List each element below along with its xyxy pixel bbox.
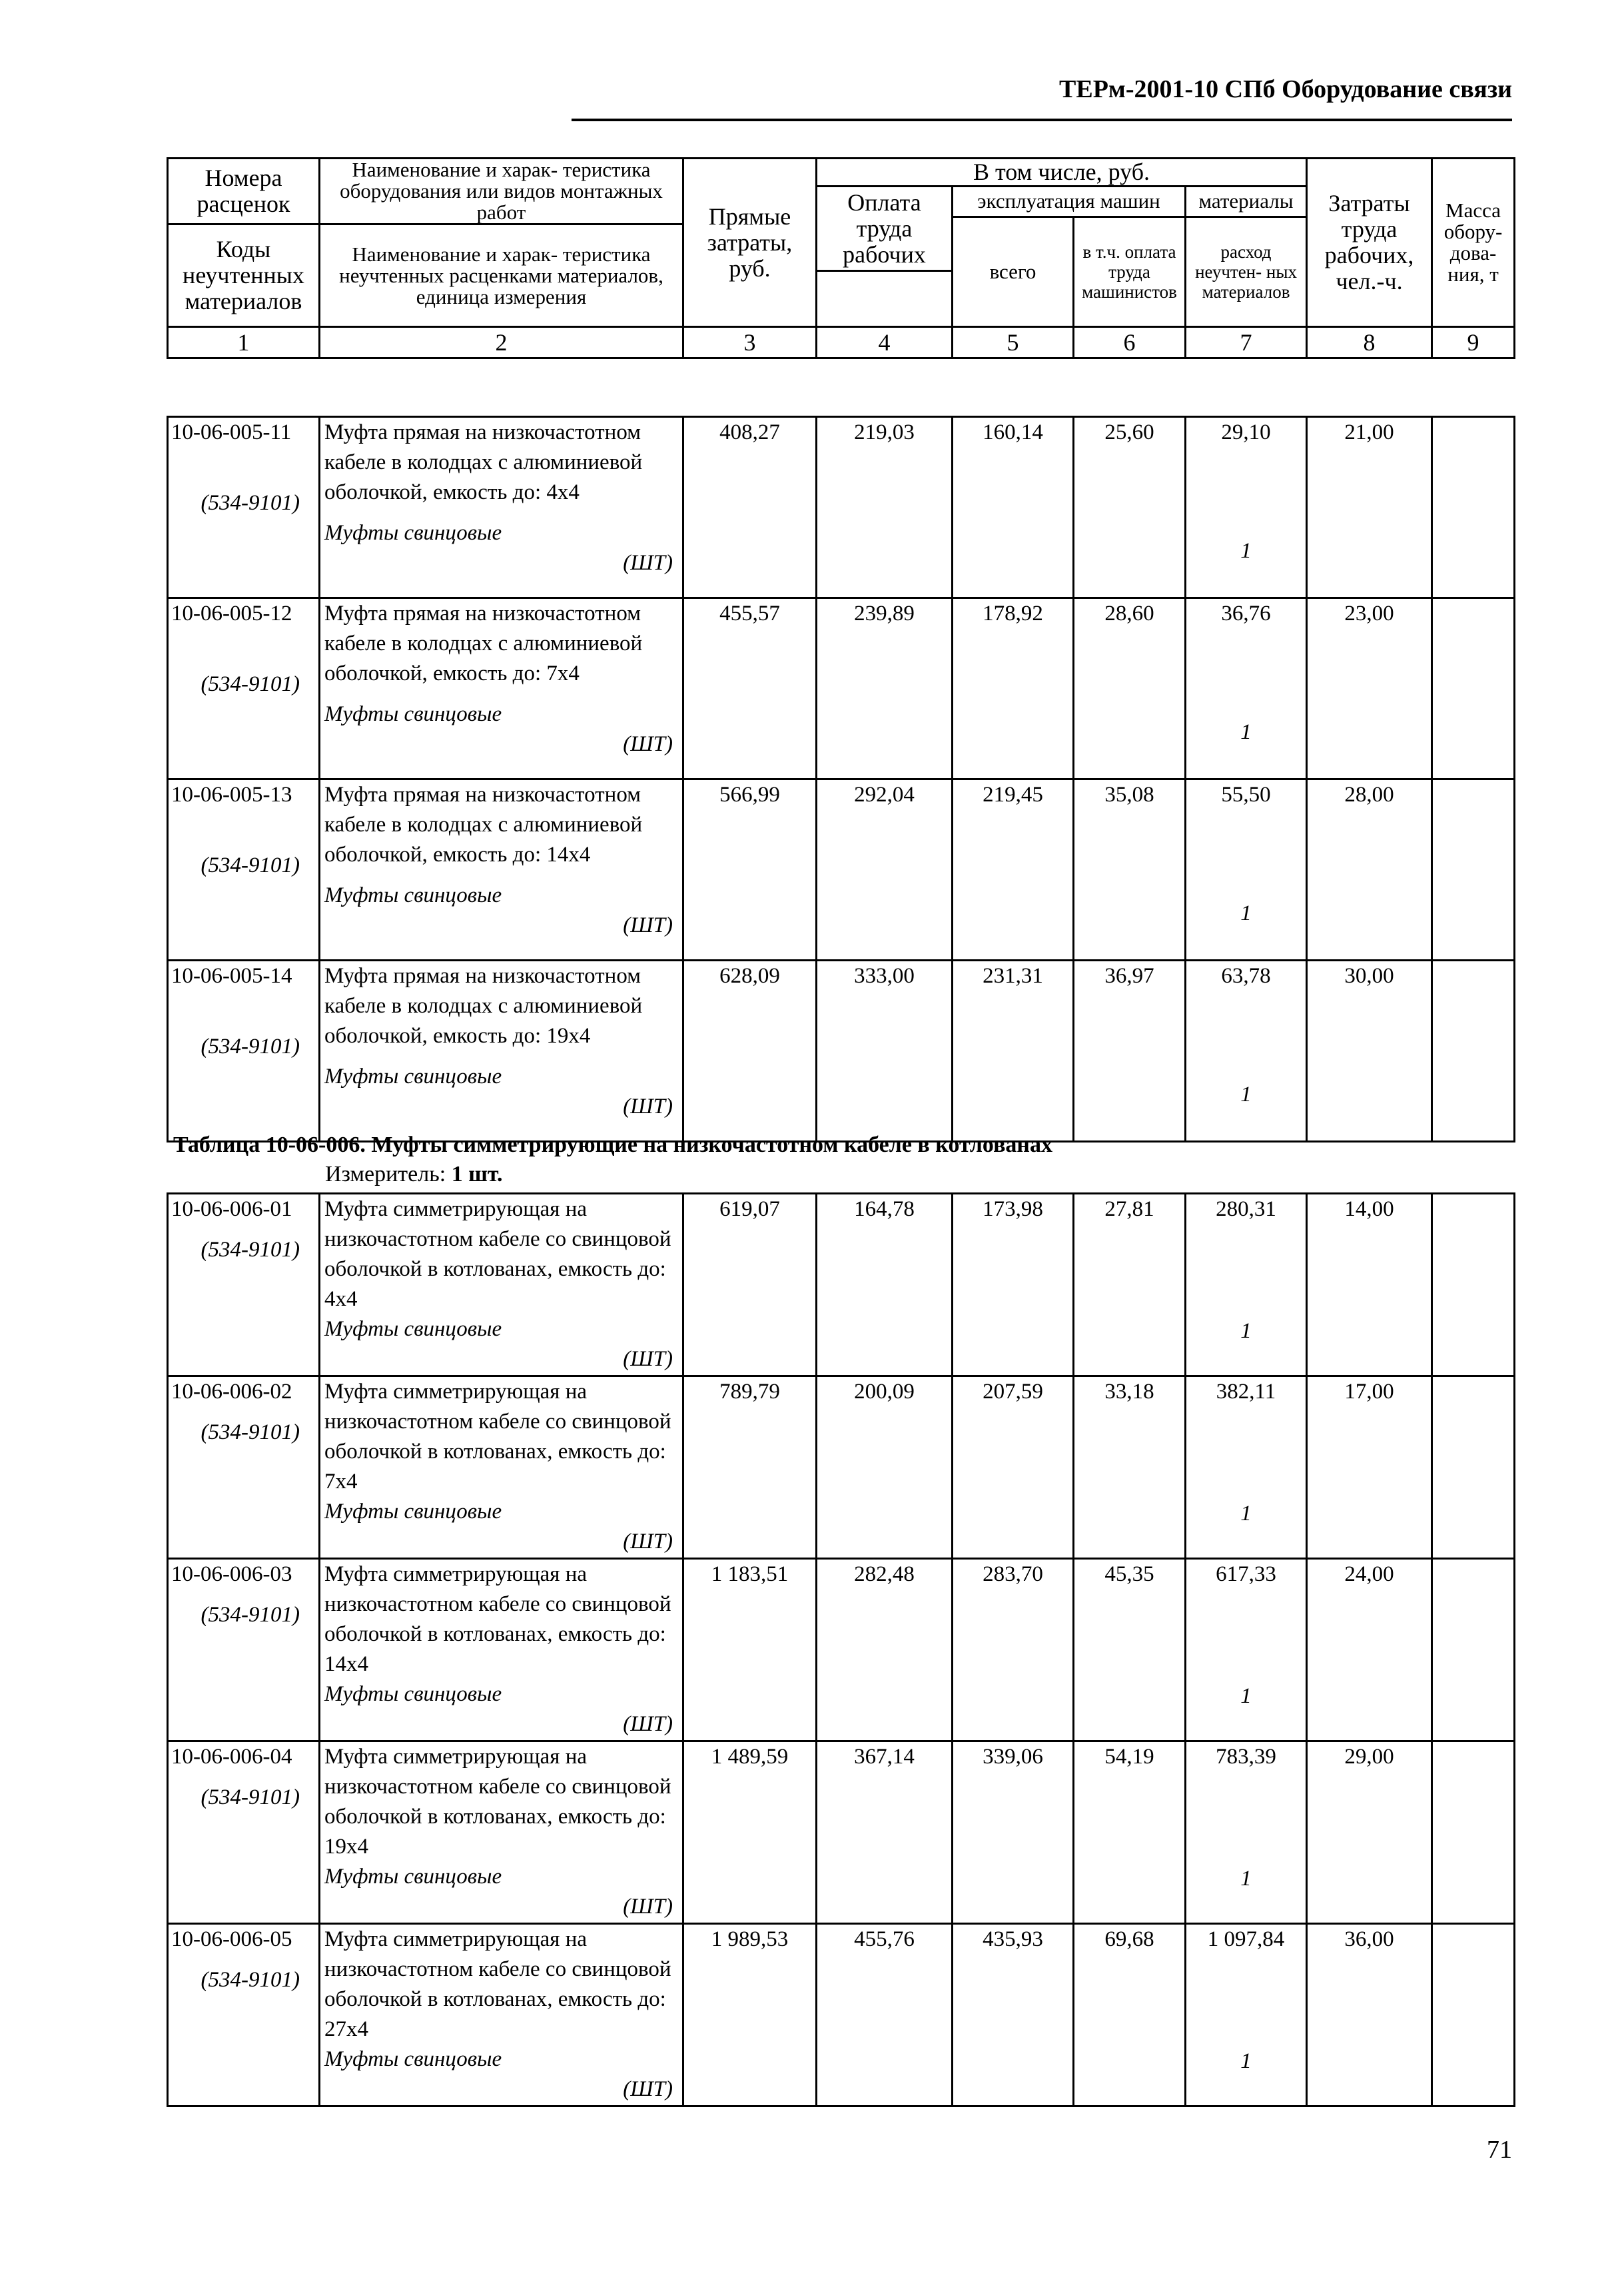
table-row (168, 779, 1515, 961)
rate-name-cell (320, 1376, 683, 1559)
direct-costs-value: 1 489,59 (683, 1741, 817, 1924)
wage-value: 200,09 (817, 1376, 953, 1559)
material-quantity: 1 (1240, 1319, 1252, 1343)
material-name: Муфты свинцовые (324, 1065, 502, 1089)
direct-costs-value: 789,79 (683, 1376, 817, 1559)
rates-table-005 (167, 416, 1515, 1142)
header-cell-name: Наименование и харак- теристика оборудования или видов монтажных работ (320, 159, 683, 225)
mass-value (1432, 417, 1515, 598)
mass-value (1432, 598, 1515, 779)
rate-code: 10-06-005-14 (171, 964, 292, 988)
col-number: 3 (683, 327, 817, 358)
materials-value: 1 097,84 (1207, 1927, 1285, 1951)
wage-value: 282,48 (817, 1559, 953, 1741)
direct-costs-value: 619,07 (683, 1194, 817, 1376)
col-number: 1 (168, 327, 320, 358)
material-name: Муфты свинцовые (324, 521, 502, 545)
wage-value: 164,78 (817, 1194, 953, 1376)
mass-value (1432, 1194, 1515, 1376)
mass-value (1432, 1741, 1515, 1924)
header-cell-materials: материалы (1186, 187, 1307, 217)
materials-value: 29,10 (1221, 420, 1271, 444)
table-row (168, 1741, 1515, 1924)
header-cell-name-sub: Наименование и харак- теристика неучтенных расценками материалов, единица измерения (320, 225, 683, 327)
table-row (168, 1376, 1515, 1559)
labor-value: 30,00 (1307, 961, 1432, 1142)
machines-value: 231,31 (953, 961, 1074, 1142)
material-unit: (ШТ) (623, 1347, 673, 1371)
materials-value: 36,76 (1221, 602, 1271, 626)
material-code: (534-9101) (201, 1968, 300, 1992)
material-code: (534-9101) (201, 1420, 300, 1444)
materials-cell (1186, 1741, 1307, 1924)
materials-cell (1186, 1376, 1307, 1559)
materials-value: 280,31 (1216, 1197, 1276, 1221)
rate-code-cell (168, 1559, 320, 1741)
header-cell-mass: Масса обору- дова- ния, т (1432, 159, 1515, 327)
meter-value: 1 шт. (451, 1162, 503, 1186)
material-quantity: 1 (1240, 2049, 1252, 2073)
rate-name-cell (320, 1194, 683, 1376)
wage-value: 239,89 (817, 598, 953, 779)
header-cell-material-use: расход неучтен- ных материалов (1186, 217, 1307, 327)
machinists-wage-value: 28,60 (1074, 598, 1186, 779)
direct-costs-value: 628,09 (683, 961, 817, 1142)
mass-value (1432, 1924, 1515, 2106)
header-cell-codes: Коды неучтенных материалов (168, 225, 320, 327)
table-row (168, 1559, 1515, 1741)
rate-name-cell (320, 1559, 683, 1741)
table-row (168, 961, 1515, 1142)
rate-code-cell (168, 417, 320, 598)
material-name: Муфты свинцовые (324, 1865, 502, 1889)
header-cell-machines: эксплуатация машин (953, 187, 1186, 217)
rates-table-006 (167, 1192, 1515, 2107)
column-header-table (167, 157, 1515, 359)
rate-code-cell (168, 779, 320, 961)
table-row (168, 1194, 1515, 1376)
material-name: Муфты свинцовые (324, 1317, 502, 1341)
col-number: 2 (320, 327, 683, 358)
rate-code-cell (168, 1376, 320, 1559)
materials-cell (1186, 1559, 1307, 1741)
wage-value: 367,14 (817, 1741, 953, 1924)
rate-code: 10-06-005-13 (171, 783, 292, 807)
materials-value: 63,78 (1221, 964, 1271, 988)
materials-value: 617,33 (1216, 1562, 1276, 1586)
col-number: 4 (817, 327, 953, 358)
machinists-wage-value: 36,97 (1074, 961, 1186, 1142)
material-quantity: 1 (1240, 720, 1252, 744)
machines-value: 283,70 (953, 1559, 1074, 1741)
rate-code-cell (168, 598, 320, 779)
machinists-wage-value: 27,81 (1074, 1194, 1186, 1376)
rate-name-cell (320, 961, 683, 1142)
material-unit: (ШТ) (623, 2077, 673, 2101)
material-name: Муфты свинцовые (324, 2047, 502, 2071)
table-caption: Таблица 10-06-006. Муфты симметрирующие на низкочастотном кабеле в котлованах (173, 1133, 1053, 1157)
rate-name-cell (320, 1741, 683, 1924)
machines-value: 160,14 (953, 417, 1074, 598)
rate-code: 10-06-005-11 (171, 420, 292, 444)
mass-value (1432, 961, 1515, 1142)
machines-value: 435,93 (953, 1924, 1074, 2106)
direct-costs-value: 408,27 (683, 417, 817, 598)
material-code: (534-9101) (201, 672, 300, 696)
material-name: Муфты свинцовые (324, 1500, 502, 1524)
material-code: (534-9101) (201, 1238, 300, 1262)
material-unit: (ШТ) (623, 1530, 673, 1554)
labor-value: 14,00 (1307, 1194, 1432, 1376)
rate-name: Муфта симметрирующая на низкочастотном кабеле со свинцовой оболочкой в котлованах, емкость до: 4х4 (324, 1197, 671, 1311)
rate-name-cell (320, 1924, 683, 2106)
material-unit: (ШТ) (623, 551, 673, 575)
rate-code-cell (168, 1924, 320, 2106)
materials-cell (1186, 1924, 1307, 2106)
col-number: 6 (1074, 327, 1186, 358)
materials-cell (1186, 779, 1307, 961)
labor-value: 36,00 (1307, 1924, 1432, 2106)
mass-value (1432, 779, 1515, 961)
machines-value: 207,59 (953, 1376, 1074, 1559)
rate-name: Муфта симметрирующая на низкочастотном кабеле со свинцовой оболочкой в котлованах, емкость до: 19х4 (324, 1745, 671, 1859)
header-cell-machinists-wage: в т.ч. оплата труда машинистов (1074, 217, 1186, 327)
rate-code: 10-06-006-02 (171, 1380, 292, 1404)
mass-value (1432, 1559, 1515, 1741)
table-row (168, 598, 1515, 779)
header-cell-direct-costs: Прямые затраты, руб. (683, 159, 817, 327)
machinists-wage-value: 25,60 (1074, 417, 1186, 598)
machines-value: 173,98 (953, 1194, 1074, 1376)
material-name: Муфты свинцовые (324, 702, 502, 726)
header-cell-numbers: Номера расценок (168, 159, 320, 225)
material-code: (534-9101) (201, 1603, 300, 1627)
machines-value: 219,45 (953, 779, 1074, 961)
machinists-wage-value: 35,08 (1074, 779, 1186, 961)
material-unit: (ШТ) (623, 913, 673, 937)
rate-name: Муфта прямая на низкочастотном кабеле в колодцах с алюминиевой оболочкой, емкость до: 14х4 (324, 783, 643, 867)
labor-value: 28,00 (1307, 779, 1432, 961)
material-quantity: 1 (1240, 1867, 1252, 1891)
labor-value: 17,00 (1307, 1376, 1432, 1559)
rate-code: 10-06-006-04 (171, 1745, 292, 1769)
material-quantity: 1 (1240, 539, 1252, 563)
material-quantity: 1 (1240, 1083, 1252, 1107)
mass-value (1432, 1376, 1515, 1559)
material-name: Муфты свинцовые (324, 883, 502, 907)
wage-value: 219,03 (817, 417, 953, 598)
table-row (168, 417, 1515, 598)
rate-name: Муфта прямая на низкочастотном кабеле в колодцах с алюминиевой оболочкой, емкость до: 4х4 (324, 420, 643, 504)
labor-value: 21,00 (1307, 417, 1432, 598)
header-cell-including: В том числе, руб. (817, 159, 1307, 187)
col-number: 5 (953, 327, 1074, 358)
table-row (168, 1924, 1515, 2106)
rate-code-cell (168, 961, 320, 1142)
materials-value: 382,11 (1216, 1380, 1276, 1404)
direct-costs-value: 455,57 (683, 598, 817, 779)
direct-costs-value: 566,99 (683, 779, 817, 961)
col-number: 7 (1186, 327, 1307, 358)
material-unit: (ШТ) (623, 732, 673, 756)
rate-code: 10-06-005-12 (171, 602, 292, 626)
wage-value: 292,04 (817, 779, 953, 961)
document-title: ТЕРм-2001-10 СПб Оборудование связи (1059, 75, 1512, 103)
header-cell-machines-total: всего (953, 217, 1074, 327)
title-underline (572, 119, 1512, 121)
machinists-wage-value: 33,18 (1074, 1376, 1186, 1559)
machinists-wage-value: 45,35 (1074, 1559, 1186, 1741)
materials-cell (1186, 417, 1307, 598)
materials-value: 55,50 (1221, 783, 1271, 807)
material-code: (534-9101) (201, 1785, 300, 1809)
rate-name: Муфта симметрирующая на низкочастотном кабеле со свинцовой оболочкой в котлованах, емкость до: 27х4 (324, 1927, 671, 2041)
rate-name-cell (320, 598, 683, 779)
meter-label: Измеритель: (325, 1162, 446, 1186)
labor-value: 29,00 (1307, 1741, 1432, 1924)
machines-value: 178,92 (953, 598, 1074, 779)
materials-value: 783,39 (1216, 1745, 1276, 1769)
labor-value: 23,00 (1307, 598, 1432, 779)
material-quantity: 1 (1240, 1502, 1252, 1526)
rate-code-cell (168, 1194, 320, 1376)
material-quantity: 1 (1240, 901, 1252, 925)
material-unit: (ШТ) (623, 1095, 673, 1119)
materials-cell (1186, 1194, 1307, 1376)
rate-name: Муфта симметрирующая на низкочастотном кабеле со свинцовой оболочкой в котлованах, емкость до: 14х4 (324, 1562, 671, 1676)
rate-code-cell (168, 1741, 320, 1924)
materials-cell (1186, 961, 1307, 1142)
machinists-wage-value: 69,68 (1074, 1924, 1186, 2106)
table-meter (325, 1162, 503, 1187)
material-code: (534-9101) (201, 491, 300, 515)
page-number: 71 (1487, 2136, 1512, 2164)
material-unit: (ШТ) (623, 1712, 673, 1736)
rate-code: 10-06-006-05 (171, 1927, 292, 1951)
direct-costs-value: 1 989,53 (683, 1924, 817, 2106)
header-cell-labor: Затраты труда рабочих, чел.-ч. (1307, 159, 1432, 327)
wage-value: 455,76 (817, 1924, 953, 2106)
header-cell-wage: Оплата труда рабочих (817, 187, 953, 271)
direct-costs-value: 1 183,51 (683, 1559, 817, 1741)
material-unit: (ШТ) (623, 1895, 673, 1919)
rate-name-cell (320, 417, 683, 598)
rate-code: 10-06-006-01 (171, 1197, 292, 1221)
material-code: (534-9101) (201, 853, 300, 877)
labor-value: 24,00 (1307, 1559, 1432, 1741)
rate-name: Муфта прямая на низкочастотном кабеле в колодцах с алюминиевой оболочкой, емкость до: 7х4 (324, 602, 643, 685)
machines-value: 339,06 (953, 1741, 1074, 1924)
material-name: Муфты свинцовые (324, 1682, 502, 1706)
machinists-wage-value: 54,19 (1074, 1741, 1186, 1924)
col-number: 9 (1432, 327, 1515, 358)
rate-name: Муфта симметрирующая на низкочастотном кабеле со свинцовой оболочкой в котлованах, емкость до: 7х4 (324, 1380, 671, 1494)
rate-name: Муфта прямая на низкочастотном кабеле в колодцах с алюминиевой оболочкой, емкость до: 19х4 (324, 964, 643, 1048)
col-number: 8 (1307, 327, 1432, 358)
material-code: (534-9101) (201, 1035, 300, 1059)
rate-code: 10-06-006-03 (171, 1562, 292, 1586)
material-quantity: 1 (1240, 1684, 1252, 1708)
rate-name-cell (320, 779, 683, 961)
materials-cell (1186, 598, 1307, 779)
wage-value: 333,00 (817, 961, 953, 1142)
